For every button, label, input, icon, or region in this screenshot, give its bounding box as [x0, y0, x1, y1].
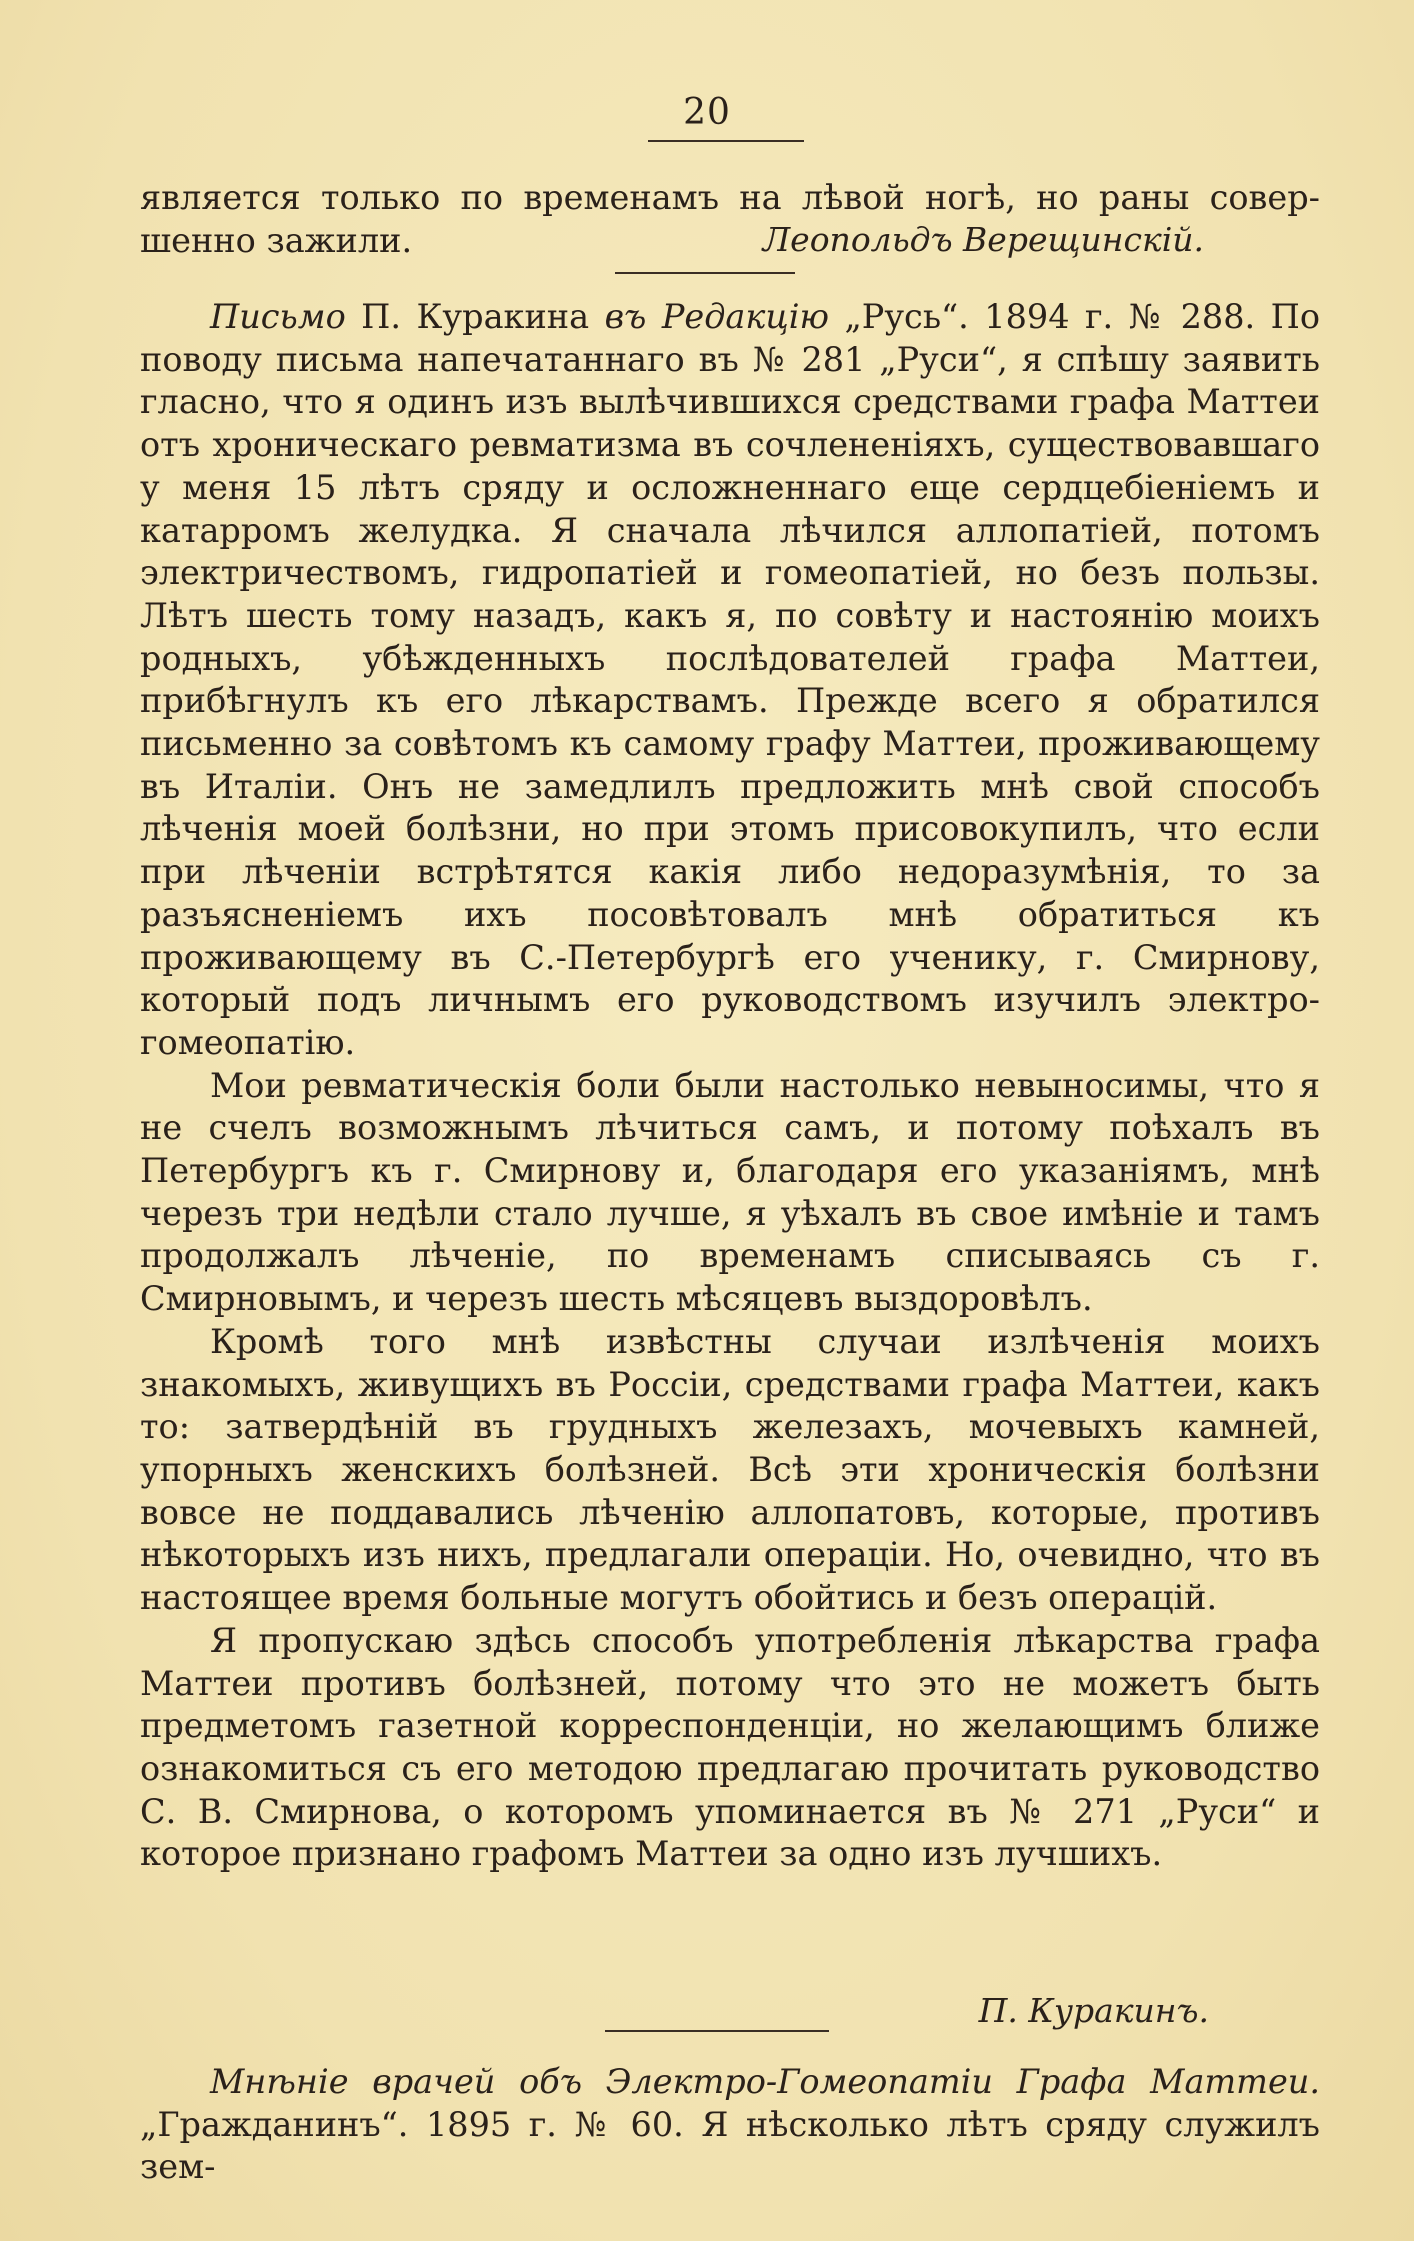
letter-paragraph-1 [140, 296, 1320, 1065]
continuation-text: является только по временамъ на лѣвой ногѣ, но раны совер-шенно зажили. [140, 178, 1320, 260]
header-rule [648, 140, 804, 142]
letter-recipient: въ Редакцію [604, 297, 829, 336]
letter-paragraph-1-text: „Русь“. 1894 г. № 288. По поводу письма напечатаннаго въ № 281 „Руси“, я спѣшу заявить гласно, что я одинъ изъ вылѣчившихся средствами графа Маттеи отъ хроническаго ревматизма въ сочлененіяхъ, существовавшаго у меня 15 лѣтъ сряду и осложненнаго еще сердцебіеніемъ и катарромъ желудка. Я сначала лѣчился аллопатіей, потомъ электричествомъ, гидропатіей и гомеопатіей, но безъ пользы. Лѣтъ шесть тому назадъ, какъ я, по совѣту и настоянію моихъ родныхъ, убѣжденныхъ послѣдователей графа Маттеи, прибѣгнулъ къ его лѣкарствамъ. Прежде всего я обратился письменно за совѣтомъ къ самому графу Маттеи, проживающему въ Италіи. Онъ не замедлилъ предложить мнѣ свой способъ лѣченія моей болѣзни, но при этомъ присовокупилъ, что если при лѣченіи встрѣтятся какія либо недоразумѣнія, то за разъясненіемъ ихъ посовѣтовалъ мнѣ обратиться къ проживающему въ С.-Петербургѣ его ученику, г. Смирнову, который подъ личнымъ его руководствомъ изучилъ электро-гомеопатію. [140, 297, 1320, 1062]
kurakin-letter [140, 296, 1320, 1876]
letter-paragraph-4: Я пропускаю здѣсь способъ употребленія лѣкарства графа Маттеи противъ болѣзней, потому что это не можетъ быть предметомъ газетной корреспонденціи, но желающимъ ближе ознакомиться съ его методою предлагаю прочитать руководство С. В. Смирнова, о которомъ упоминается въ № 271 „Руси“ и которое признано графомъ Маттеи за одно изъ лучшихъ. [140, 1620, 1320, 1874]
letter-paragraph-2: Мои ревматическія боли были настолько невыносимы, что я не счелъ возможнымъ лѣчиться самъ, и потому поѣхалъ въ Петербургъ къ г. Смирнову и, благодаря его указаніямъ, мнѣ черезъ три недѣли стало лучше, я уѣхалъ въ свое имѣніе и тамъ продолжалъ лѣченіе, по временамъ списываясь съ г. Смирновымъ, и черезъ шесть мѣсяцевъ выздоровѣлъ. [140, 1065, 1320, 1319]
doctors-opinion-source: Мнѣніе врачей объ Электро-Гомеопатіи Графа Маттеи. [210, 2062, 1320, 2101]
letter-author: П. Куракина [345, 297, 605, 336]
doctors-opinion-paragraph [140, 2061, 1320, 2189]
letter-source-label: Письмо [210, 297, 346, 336]
section-divider-2 [605, 2030, 829, 2032]
page-number: 20 [683, 92, 731, 133]
signature-kurakin: П. Куракинъ. [978, 1991, 1209, 2030]
doctors-opinion-section [140, 2061, 1320, 2189]
signature-vereshchinsky: Леопольдъ Верещинскій. [762, 220, 1204, 259]
section-divider [615, 272, 795, 274]
doctors-opinion-text: „Гражданинъ“. 1895 г. № 60. Я нѣсколько лѣтъ сряду служилъ зем- [140, 2104, 1320, 2187]
letter-paragraph-3: Кромѣ того мнѣ извѣстны случаи излѣченія моихъ знакомыхъ, живущихъ въ Россіи, средствами графа Маттеи, какъ то: затвердѣній въ грудныхъ железахъ, мочевыхъ камней, упорныхъ женскихъ болѣзней. Всѣ эти хроническія болѣзни вовсе не поддавались лѣченію аллопатовъ, которые, противъ нѣкоторыхъ изъ нихъ, предлагали операціи. Но, очевидно, что въ настоящее время больные могутъ обойтись и безъ операцій. [140, 1321, 1320, 1618]
